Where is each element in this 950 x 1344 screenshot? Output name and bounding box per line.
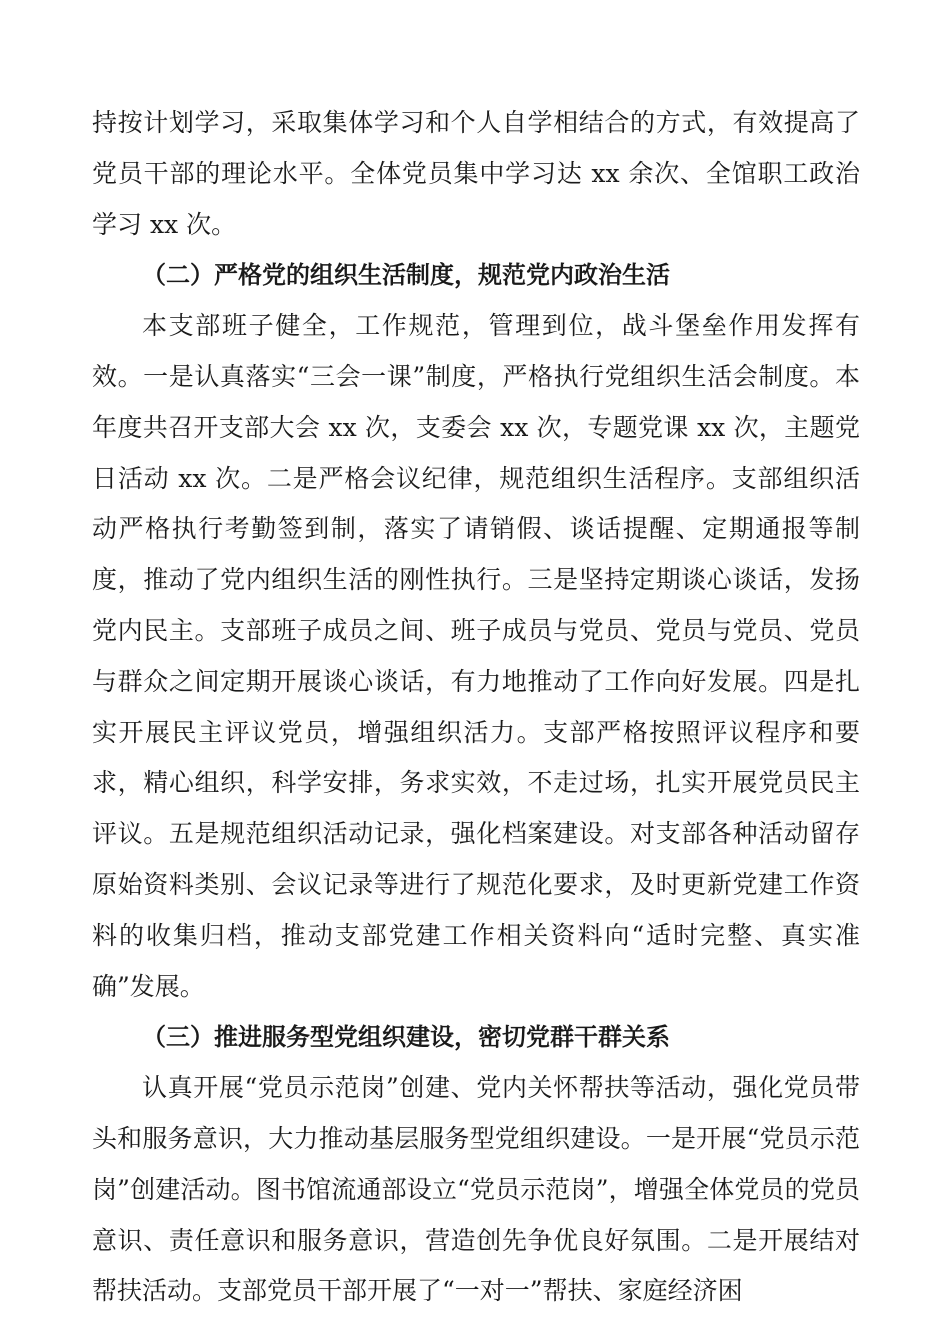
paragraph-service-organization: 认真开展“党员示范岗”创建、党内关怀帮扶等活动，强化党员带头和服务意识，大力推动基层服务型党组织建设。一是开展“党员示范岗”创建活动。图书馆流通部设立“党员示范岗”，增强全体党员的党员意识、责任意识和服务意识，营造创先争优良好氛围。二是开展结对帮扶活动。支部党员干部开展了“一对一”帮扶、家庭经济困 bbox=[92, 1073, 860, 1306]
paragraph-study: 持按计划学习，采取集体学习和个人自学相结合的方式，有效提高了党员干部的理论水平。全体党员集中学习达 xx 余次、全馆职工政治学习 xx 次。 bbox=[92, 108, 860, 239]
document-body bbox=[92, 98, 860, 1317]
section-heading-2: （二）严格党的组织生活制度，规范党内政治生活 bbox=[142, 261, 670, 290]
section-heading-3: （三）推进服务型党组织建设，密切党群干群关系 bbox=[142, 1023, 670, 1052]
paragraph-organization-life: 本支部班子健全，工作规范，管理到位，战斗堡垒作用发挥有效。一是认真落实“三会一课”制度，严格执行党组织生活会制度。本年度共召开支部大会 xx 次，支委会 xx 次，专题党课 xx 次，主题党日活动 xx 次。二是严格会议纪律，规范组织生活程序。支部组织活动严格执行考勤签到制，落实了请销假、谈话提醒、定期通报等制度，推动了党内组织生活的刚性执行。三是坚持定期谈心谈话，发扬党内民主。支部班子成员之间、班子成员与党员、党员与党员、党员与群众之间定期开展谈心谈话，有力地推动了工作向好发展。四是扎实开展民主评议党员，增强组织活力。支部严格按照评议程序和要求，精心组织，科学安排，务求实效，不走过场，扎实开展党员民主评议。五是规范组织活动记录，强化档案建设。对支部各种活动留存原始资料类别、会议记录等进行了规范化要求，及时更新党建工作资料的收集归档，推动支部党建工作相关资料向“适时完整、真实准确”发展。 bbox=[92, 311, 860, 1001]
